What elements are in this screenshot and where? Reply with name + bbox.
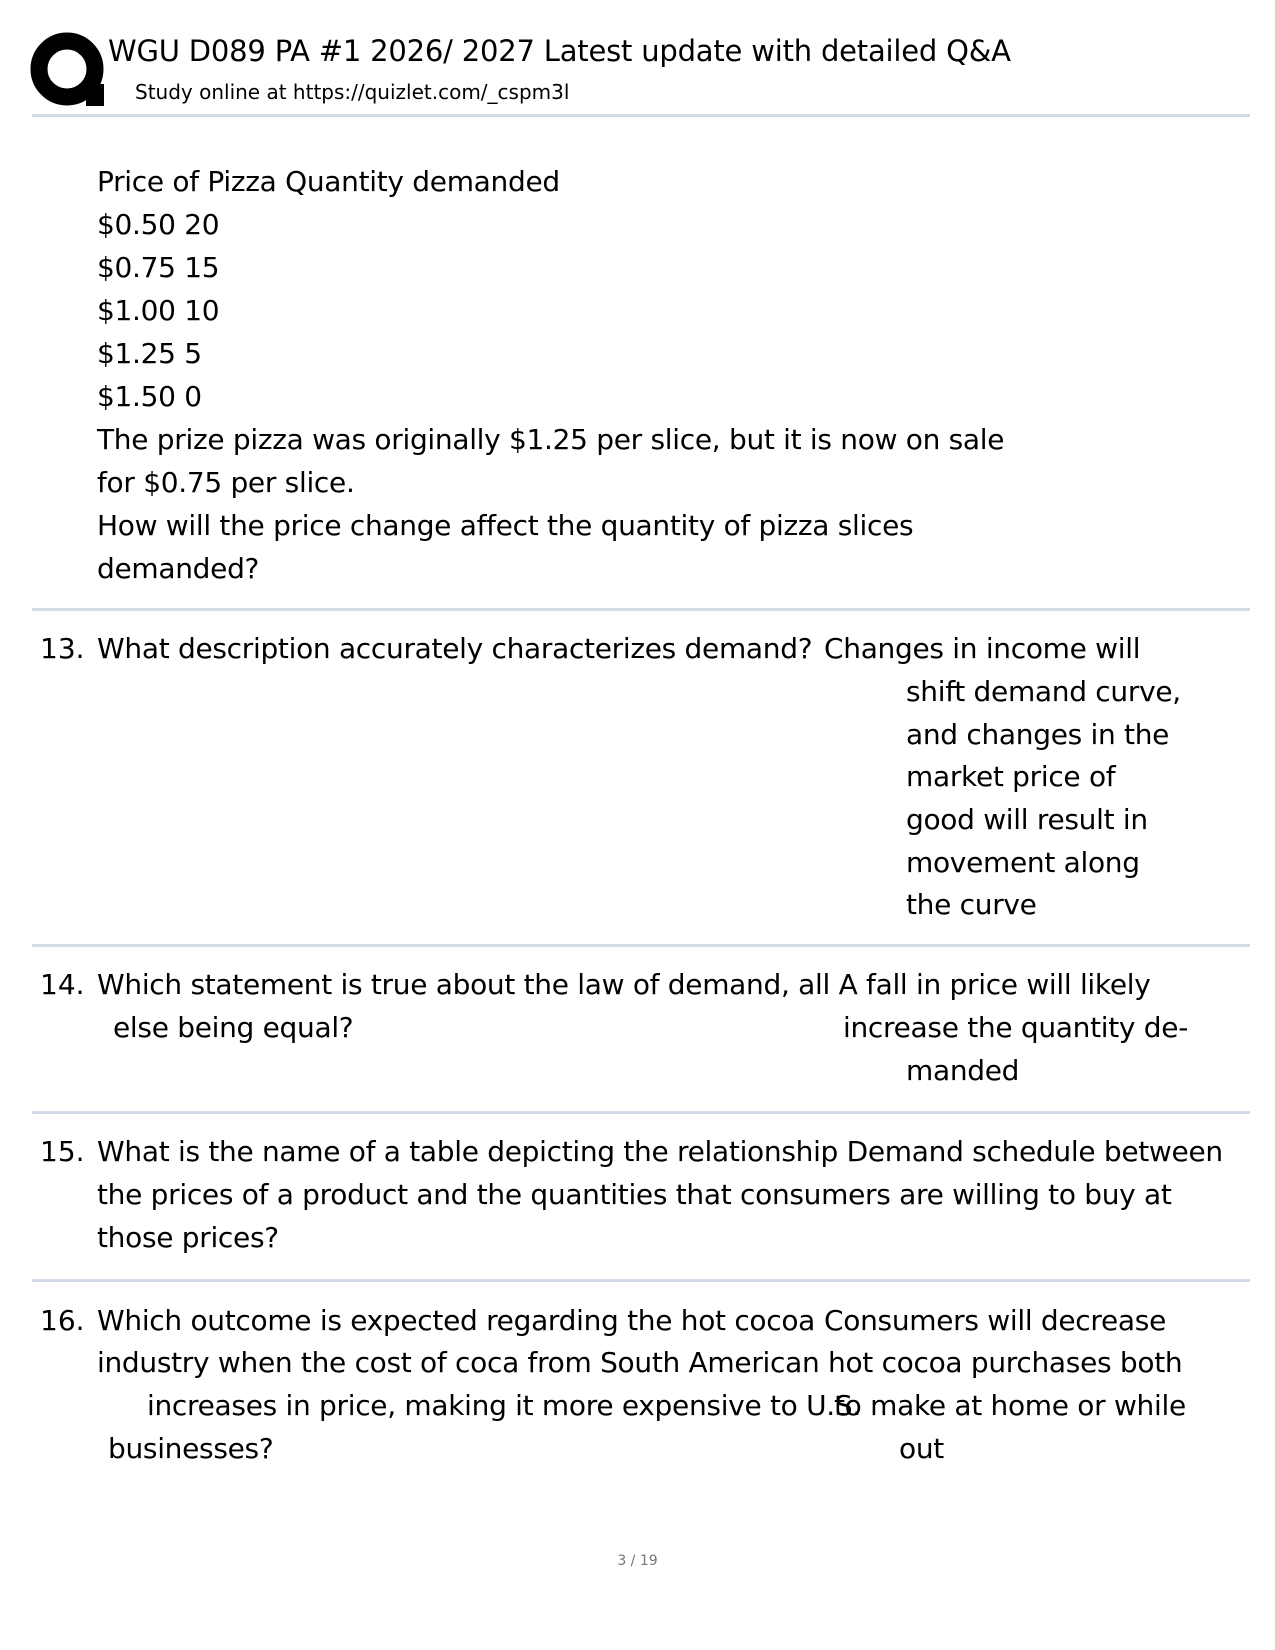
header-divider [32, 114, 1250, 117]
answer-text: increase the quantity de- [843, 1011, 1189, 1044]
question-text: Which outcome is expected regarding the hot cocoa [97, 1304, 816, 1337]
question-text: industry when the cost of coca from South American hot cocoa purchases both [97, 1346, 1183, 1379]
question-text: Which statement is true about the law of demand, all A fall in price will likely [97, 968, 1151, 1001]
question-number: 16. [40, 1304, 85, 1337]
answer-text: to make at home or while [834, 1389, 1186, 1422]
question-text: else being equal? [113, 1011, 354, 1044]
intro-line: $1.25 5 [97, 337, 202, 370]
answer-text: market price of [906, 760, 1116, 793]
section-divider [32, 608, 1250, 611]
intro-line: $1.00 10 [97, 294, 220, 327]
page-number: 3 / 19 [617, 1553, 658, 1569]
quizlet-logo-icon [30, 32, 112, 114]
answer-text: the curve [906, 888, 1037, 921]
question-number: 14. [40, 968, 85, 1001]
section-divider [32, 1111, 1250, 1114]
answer-text: shift demand curve, [906, 675, 1181, 708]
question-text: businesses? [108, 1432, 274, 1465]
question-number: 15. [40, 1135, 85, 1168]
section-divider [32, 1279, 1250, 1282]
intro-line: The prize pizza was originally $1.25 per slice, but it is now on sale [97, 423, 1005, 456]
section-divider [32, 944, 1250, 947]
question-number: 13. [40, 632, 85, 665]
answer-text: good will result in [906, 803, 1148, 836]
question-text: the prices of a product and the quantities that consumers are willing to buy at [97, 1178, 1172, 1211]
answer-text: out [899, 1432, 944, 1465]
document-title: WGU D089 PA #1 2026/ 2027 Latest update with detailed Q&A [108, 34, 1011, 68]
intro-line: for $0.75 per slice. [97, 466, 355, 499]
study-online-link[interactable]: Study online at https://quizlet.com/_cspm3l [135, 80, 570, 104]
question-text: What description accurately characterizes demand? [97, 632, 813, 665]
intro-line: $0.75 15 [97, 251, 220, 284]
answer-text: movement along [906, 846, 1140, 879]
question-text: increases in price, making it more expensive to U.S. [147, 1389, 861, 1422]
answer-text: Consumers will decrease [824, 1304, 1166, 1337]
intro-line: Price of Pizza Quantity demanded [97, 165, 560, 198]
answer-text: manded [906, 1054, 1020, 1087]
intro-line: $1.50 0 [97, 380, 202, 413]
question-text: those prices? [97, 1221, 279, 1254]
intro-line: How will the price change affect the quantity of pizza slices [97, 509, 914, 542]
question-text: What is the name of a table depicting the relationship Demand schedule between [97, 1135, 1223, 1168]
answer-text: Changes in income will [824, 632, 1141, 665]
answer-text: and changes in the [906, 718, 1170, 751]
intro-line: demanded? [97, 552, 260, 585]
intro-line: $0.50 20 [97, 208, 220, 241]
